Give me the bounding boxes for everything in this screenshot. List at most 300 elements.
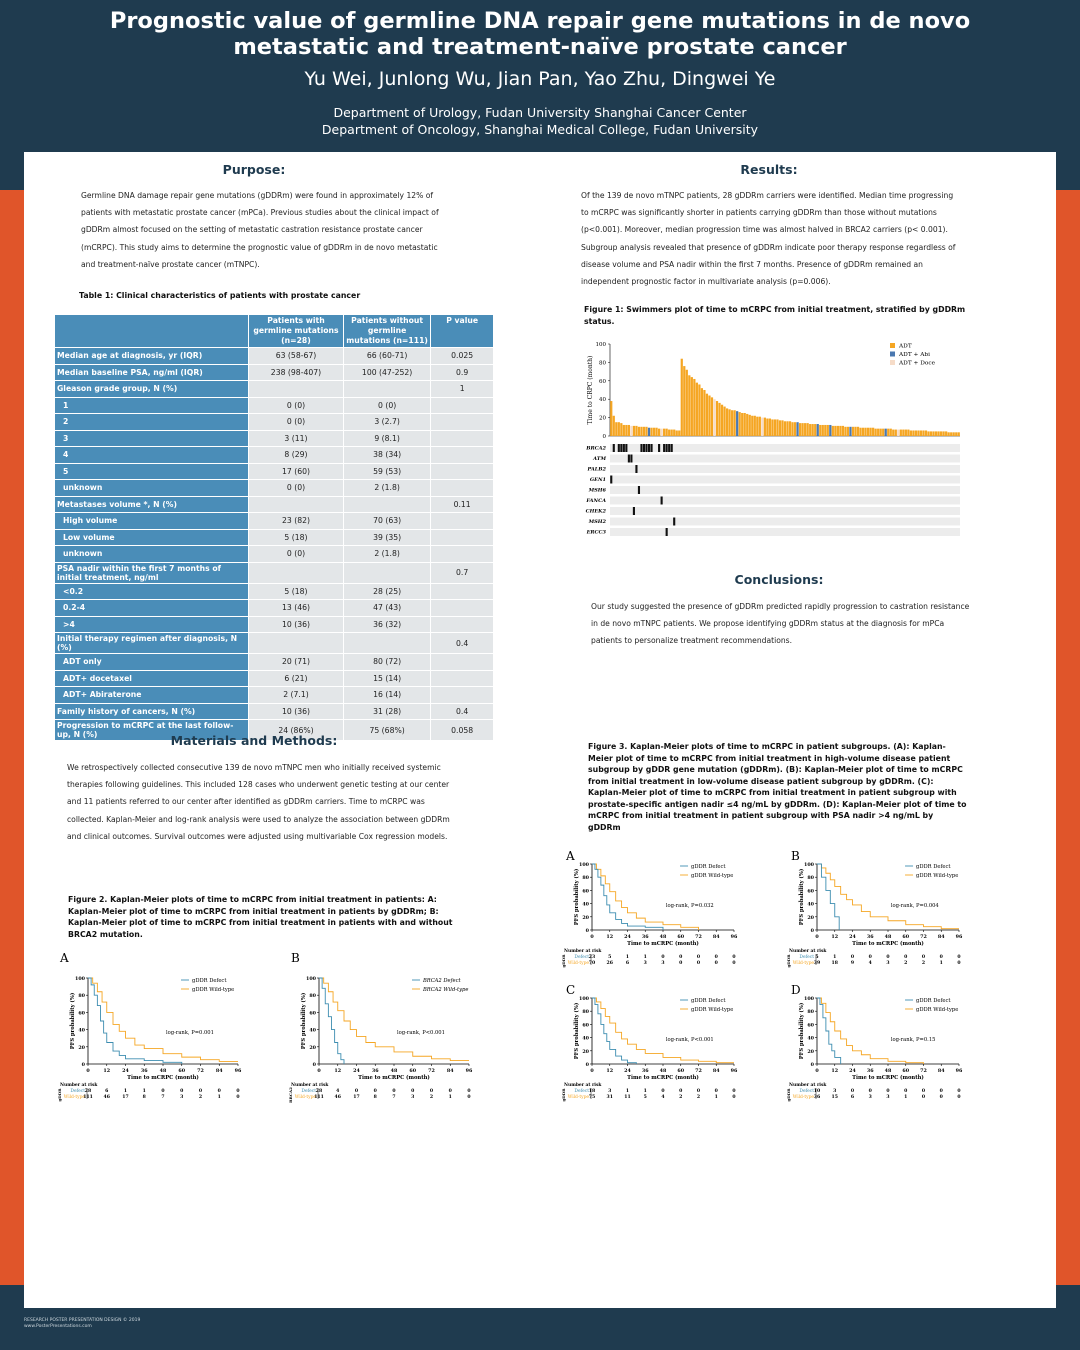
swimmer-bar <box>905 430 907 436</box>
y-tick-label: 100 <box>578 862 589 868</box>
methods-heading: Materials and Methods: <box>170 733 338 748</box>
table1-cell <box>431 430 494 447</box>
table1-row-label: 0.2-4 <box>55 600 249 617</box>
swimmer-bar <box>711 397 713 436</box>
table1-row-label: 5 <box>55 463 249 480</box>
y-tick-label: 80 <box>599 360 606 367</box>
mutation-mark <box>671 444 673 452</box>
table1-row <box>55 633 494 654</box>
swimmer-bar <box>834 426 836 436</box>
risk-wildtype-count: 31 <box>606 1095 613 1100</box>
y-tick-label: 0 <box>81 1062 85 1068</box>
gene-label: ATM <box>593 456 606 462</box>
gene-track <box>610 507 960 515</box>
swimmer-bar <box>615 422 617 436</box>
table1-cell <box>431 414 494 431</box>
gene-track <box>610 465 960 473</box>
x-tick-label: 0 <box>317 1068 321 1074</box>
mutation-mark <box>610 476 612 484</box>
y-tick-label: 40 <box>78 1027 85 1034</box>
table1-cell: 6 (21) <box>249 670 344 687</box>
table1-cell: 17 (60) <box>249 463 344 480</box>
table1-cell: 10 (36) <box>249 703 344 720</box>
mutation-mark <box>663 444 665 452</box>
table1-cell: 0.7 <box>431 562 494 583</box>
x-tick-label: 36 <box>641 1068 649 1074</box>
swimmer-bar <box>655 428 657 436</box>
swimmer-bar <box>691 377 693 436</box>
risk-wildtype-count: 75 <box>588 1095 596 1100</box>
x-axis-label: Time to mCRPC (month) <box>627 1075 699 1081</box>
risk-defect-count: 0 <box>868 1089 872 1094</box>
x-tick-label: 24 <box>122 1068 129 1074</box>
risk-defect-count: 5 <box>608 955 612 960</box>
y-tick-label: 80 <box>582 875 589 882</box>
y-tick-label: 80 <box>807 875 814 882</box>
gene-track <box>610 476 960 484</box>
defect-curve <box>592 864 663 930</box>
x-tick-label: 84 <box>937 934 945 940</box>
table1-cell <box>431 513 494 530</box>
table1-row <box>55 529 494 546</box>
x-tick-label: 12 <box>606 1068 614 1074</box>
conclusions-heading: Conclusions: <box>734 572 824 587</box>
table1-row-label: Median age at diagnosis, yr (IQR) <box>55 348 249 365</box>
risk-defect-count: 0 <box>714 955 718 960</box>
risk-wildtype-count: 17 <box>122 1095 129 1100</box>
legend-swatch <box>890 360 895 365</box>
risk-wildtype-count: 1 <box>217 1095 221 1100</box>
risk-table-title: Number at risk <box>60 1083 98 1088</box>
swimmer-bar <box>673 430 675 436</box>
mutation-mark <box>650 444 652 452</box>
table1-row <box>55 463 494 480</box>
legend-swatch <box>890 343 895 348</box>
table1-cell <box>431 447 494 464</box>
y-tick-label: 20 <box>582 1048 589 1055</box>
x-tick-label: 48 <box>659 1068 667 1074</box>
legend-label: ADT <box>899 343 912 350</box>
table1-cell: 23 (82) <box>249 513 344 530</box>
swimmer-bar <box>771 419 773 436</box>
legend-defect-label: gDDR Defect <box>916 864 951 870</box>
risk-wildtype-count: 15 <box>831 1095 838 1100</box>
x-tick-label: 72 <box>920 934 927 940</box>
swimmer-bar <box>645 427 647 436</box>
table1-row-label: Median baseline PSA, ng/ml (IQR) <box>55 364 249 381</box>
mutation-mark <box>673 518 675 526</box>
table1-row-label: Progression to mCRPC at the last follow-up, N (%) <box>55 720 249 741</box>
risk-wildtype-count: 6 <box>850 1095 855 1100</box>
risk-defect-count: 1 <box>643 955 647 960</box>
swimmer-bar <box>925 430 927 436</box>
swimmer-bar <box>774 419 776 436</box>
risk-defect-count: 23 <box>588 955 596 960</box>
risk-wildtype-count: 0 <box>957 961 961 966</box>
swimmer-bar <box>618 422 620 436</box>
risk-wildtype-count: 1 <box>448 1095 452 1100</box>
swimmer-bar <box>764 418 766 436</box>
figure2a-km-plot <box>58 950 280 1110</box>
legend-defect-label: gDDR Defect <box>192 978 227 984</box>
swimmer-bar <box>887 429 889 436</box>
risk-defect-count: 1 <box>833 955 837 960</box>
y-tick-label: 60 <box>582 888 589 895</box>
table1-row <box>55 513 494 530</box>
table1-cell: 0.4 <box>431 703 494 720</box>
y-axis-label: PFS probability (%) <box>301 992 307 1050</box>
swimmer-bar <box>955 432 957 436</box>
swimmer-bar <box>902 430 904 436</box>
x-tick-label: 72 <box>695 934 702 940</box>
swimmer-bar <box>867 428 869 436</box>
y-tick-label: 40 <box>582 901 589 908</box>
swimmer-bar <box>812 424 814 436</box>
table1-cell: 31 (28) <box>343 703 430 720</box>
mutation-mark <box>618 444 620 452</box>
table1-header-cell: P value <box>431 315 494 348</box>
risk-defect-count: 1 <box>123 1089 128 1094</box>
risk-defect-count: 0 <box>679 955 683 960</box>
mutation-mark <box>623 444 625 452</box>
risk-table-title: Number at risk <box>789 949 827 954</box>
risk-defect-count: 10 <box>813 1089 821 1094</box>
table1-cell: 8 (29) <box>249 447 344 464</box>
y-axis-label: PFS probability (%) <box>70 992 76 1050</box>
risk-defect-count: 0 <box>714 1089 718 1094</box>
swimmer-bar <box>736 411 738 436</box>
table1-row <box>55 430 494 447</box>
swimmer-bar <box>892 430 894 436</box>
x-tick-label: 36 <box>140 1068 148 1074</box>
y-tick-label: 20 <box>599 415 606 422</box>
swimmer-bar <box>791 422 793 436</box>
defect-curve <box>592 998 636 1064</box>
risk-defect-count: 0 <box>161 1089 165 1094</box>
swimmer-bar <box>900 430 902 436</box>
table1-cell: 0 (0) <box>249 546 344 563</box>
table1-cell <box>431 397 494 414</box>
swimmer-bar <box>726 408 728 436</box>
table1-cell: 2 (1.8) <box>343 546 430 563</box>
swimmer-bar <box>920 430 922 436</box>
y-tick-label: 0 <box>312 1062 316 1068</box>
poster-body <box>24 152 1056 1308</box>
legend-defect-label: BRCA2 Defect <box>423 978 461 984</box>
swimmer-bar <box>907 430 909 436</box>
risk-wildtype-count: 7 <box>161 1095 165 1100</box>
table1-cell: 0 (0) <box>249 397 344 414</box>
table1-cell <box>431 583 494 600</box>
risk-wildtype-count: 3 <box>643 961 647 966</box>
swimmer-bar <box>681 359 683 436</box>
panel-label: C <box>566 983 576 997</box>
table1-row <box>55 670 494 687</box>
panel-label: B <box>291 951 300 965</box>
x-tick-label: 96 <box>730 934 738 940</box>
table1-cell: 39 (35) <box>343 529 430 546</box>
mutation-mark <box>633 507 635 515</box>
table1-cell: 2 (7.1) <box>249 687 344 704</box>
table1-cell: 0.9 <box>431 364 494 381</box>
swimmer-bar <box>945 431 947 436</box>
swimmer-bar <box>666 429 668 436</box>
y-tick-label: 0 <box>602 434 606 440</box>
x-axis-label: Time to mCRPC (month) <box>358 1075 430 1081</box>
swimmer-bar <box>721 405 723 436</box>
x-tick-label: 48 <box>159 1068 167 1074</box>
risk-wildtype-count: 46 <box>334 1095 341 1100</box>
swimmer-bar <box>643 427 645 436</box>
table1-row <box>55 687 494 704</box>
risk-wildtype-count: 111 <box>314 1095 324 1100</box>
risk-wildtype-count: 2 <box>679 1095 683 1100</box>
y-tick-label: 0 <box>810 1062 814 1068</box>
y-tick-label: 80 <box>582 1009 589 1016</box>
risk-wildtype-count: 1 <box>904 1095 908 1100</box>
y-tick-label: 0 <box>585 928 589 934</box>
y-tick-label: 0 <box>585 1062 589 1068</box>
y-tick-label: 20 <box>807 914 814 921</box>
table1-row-label: High volume <box>55 513 249 530</box>
risk-defect-count: 0 <box>732 1089 736 1094</box>
swimmer-bar <box>779 420 781 436</box>
x-tick-label: 0 <box>815 1068 819 1074</box>
risk-wildtype-label: Wild-type <box>567 961 589 966</box>
x-tick-label: 96 <box>955 1068 963 1074</box>
risk-wildtype-count: 8 <box>373 1095 377 1100</box>
left-accent-band <box>0 190 24 1285</box>
table1-row-label: unknown <box>55 546 249 563</box>
y-tick-label: 0 <box>810 928 814 934</box>
conclusions-text: Our study suggested the presence of gDDRm predicted rapidly progression to castration resistance in de novo mTNPC patients. We propose identifying gDDRm status at the diagnosis for mPCa patients to personalize treatment recommendations. <box>591 602 970 646</box>
swimmer-bar <box>885 429 887 436</box>
x-axis-label: Time to mCRPC (month) <box>852 941 924 947</box>
risk-wildtype-count: 26 <box>606 961 613 966</box>
risk-wildtype-label: Wild-type <box>792 961 814 966</box>
mutation-mark <box>658 444 660 452</box>
table1-cell <box>249 633 344 654</box>
table1-row-label: >4 <box>55 616 249 633</box>
y-tick-label: 40 <box>309 1027 316 1034</box>
mutation-mark <box>666 528 668 536</box>
table1-cell: 5 (18) <box>249 529 344 546</box>
risk-group-label: BRCA2 <box>288 1087 293 1103</box>
x-tick-label: 48 <box>659 934 667 940</box>
swimmer-bar <box>741 413 743 436</box>
x-tick-label: 96 <box>465 1068 473 1074</box>
swimmer-bar <box>910 430 912 436</box>
mutation-mark <box>666 444 668 452</box>
risk-defect-count: 1 <box>625 1089 630 1094</box>
defect-curve <box>319 978 344 1064</box>
risk-wildtype-count: 7 <box>392 1095 396 1100</box>
risk-defect-count: 0 <box>921 1089 926 1094</box>
risk-defect-count: 0 <box>679 1089 683 1094</box>
panel-label: D <box>791 983 801 997</box>
table1-cell <box>431 480 494 497</box>
swimmer-bar <box>746 414 748 436</box>
x-tick-label: 0 <box>86 1068 90 1074</box>
y-axis-label: PFS probability (%) <box>799 868 805 926</box>
y-tick-label: 60 <box>807 1022 814 1029</box>
swimmer-bar <box>650 428 652 436</box>
risk-defect-count: 0 <box>661 1089 665 1094</box>
logrank-annotation: log-rank, P=0.004 <box>890 902 939 909</box>
risk-table-title: Number at risk <box>564 1083 602 1088</box>
purpose-text: Germline DNA damage repair gene mutations (gDDRm) were found in approximately 12% of patients with metastatic prostate cancer (mPCa). Previous studies about the clinical impact of gDDRm almost focused on the setting of metastatic castration resistance prostate cancer (mCRPC). This study aims to determine the prognostic value of gDDRm in de novo metastatic and treatment-naïve prostate cancer (mTNPC). <box>81 191 439 269</box>
swimmer-bar <box>754 416 756 436</box>
y-tick-label: 20 <box>582 914 589 921</box>
x-tick-label: 12 <box>606 934 614 940</box>
table1-row <box>55 496 494 513</box>
swimmer-bar <box>734 410 736 436</box>
table1-cell: 24 (86%) <box>249 720 344 741</box>
swimmer-bar <box>648 428 650 436</box>
legend-wildtype-label: gDDR Wild-type <box>192 987 235 993</box>
swimmer-bar <box>769 419 771 436</box>
swimmer-bar <box>927 431 929 436</box>
risk-wildtype-label: Wild-type <box>63 1095 85 1100</box>
swimmer-bar <box>653 428 655 436</box>
swimmer-bar <box>832 426 834 436</box>
swimmer-bar <box>658 429 660 436</box>
swimmer-bar <box>723 407 725 436</box>
risk-wildtype-count: 3 <box>411 1095 415 1100</box>
swimmer-bar <box>847 427 849 436</box>
x-tick-label: 84 <box>215 1068 223 1074</box>
risk-defect-count: 18 <box>588 1089 596 1094</box>
table1-row <box>55 703 494 720</box>
risk-defect-count: 0 <box>696 1089 701 1094</box>
table1-cell <box>431 529 494 546</box>
table1-cell: 9 (8.1) <box>343 430 430 447</box>
risk-defect-count: 0 <box>957 1089 961 1094</box>
x-axis-label: Time to mCRPC (month) <box>127 1075 199 1081</box>
logrank-annotation: log-rank, P=0.15 <box>890 1036 936 1043</box>
swimmer-bar <box>686 370 688 436</box>
y-tick-label: 40 <box>599 397 606 404</box>
x-tick-label: 12 <box>103 1068 111 1074</box>
y-axis-label: PFS probability (%) <box>574 868 580 926</box>
risk-group-label: gDDR <box>786 954 791 968</box>
table1-cell <box>431 670 494 687</box>
swimmer-bar <box>708 396 710 436</box>
swimmer-bar <box>829 425 831 436</box>
mutation-mark <box>640 444 642 452</box>
x-tick-label: 48 <box>884 1068 892 1074</box>
risk-defect-count: 0 <box>429 1089 434 1094</box>
risk-defect-label: Defect <box>574 955 589 960</box>
table1-cell: 75 (68%) <box>343 720 430 741</box>
risk-wildtype-count: 2 <box>198 1095 203 1100</box>
swimmer-bar <box>837 426 839 436</box>
swimmer-bar <box>854 427 856 436</box>
results-heading: Results: <box>740 162 798 177</box>
gene-track <box>610 455 960 463</box>
mutation-mark <box>643 444 645 452</box>
footer-line1: RESEARCH POSTER PRESENTATION DESIGN © 2019 <box>24 1318 141 1323</box>
swimmer-bar <box>635 426 637 436</box>
mutation-mark <box>668 444 670 452</box>
defect-curve <box>817 864 839 930</box>
table1-row-label: 2 <box>55 414 249 431</box>
swimmer-bar <box>953 432 955 436</box>
x-tick-label: 48 <box>390 1068 398 1074</box>
swimmer-bar <box>958 432 960 436</box>
legend-wildtype-label: gDDR Wild-type <box>916 1007 959 1013</box>
table1-cell: 10 (36) <box>249 616 344 633</box>
table1-cell: 59 (53) <box>343 463 430 480</box>
swimmer-bar <box>610 401 612 436</box>
y-tick-label: 80 <box>78 993 85 1000</box>
table1-row <box>55 600 494 617</box>
swimmer-bar <box>739 412 741 436</box>
mutation-mark <box>630 455 632 463</box>
table1-row-label: Family history of cancers, N (%) <box>55 703 249 720</box>
y-tick-label: 20 <box>309 1044 316 1051</box>
swimmer-bar <box>864 428 866 436</box>
risk-defect-count: 28 <box>84 1089 92 1094</box>
table1-cell: 0 (0) <box>343 397 430 414</box>
x-tick-label: 36 <box>371 1068 379 1074</box>
risk-wildtype-count: 0 <box>732 1095 736 1100</box>
swimmer-bar <box>814 424 816 436</box>
table1-cell <box>431 654 494 671</box>
panel-label: B <box>791 849 800 863</box>
swimmer-bar <box>756 417 758 436</box>
risk-defect-count: 3 <box>608 1089 612 1094</box>
swimmer-bar <box>943 431 945 436</box>
wildtype-curve <box>817 998 924 1064</box>
table1-cell <box>343 562 430 583</box>
swimmer-bar <box>819 425 821 436</box>
swimmer-bar <box>749 415 751 436</box>
footer-url: www.PosterPresentations.com <box>24 1324 92 1329</box>
figure1-swimmers-plot <box>584 336 966 541</box>
x-tick-label: 24 <box>849 1068 856 1074</box>
risk-group-label: gDDR <box>561 954 566 968</box>
logrank-annotation: log-rank, P<0.001 <box>665 1036 714 1043</box>
table1-row <box>55 397 494 414</box>
swimmer-bar <box>950 432 952 436</box>
table1-row-label: ADT+ Abiraterone <box>55 687 249 704</box>
figure1-caption: Figure 1: Swimmers plot of time to mCRPC from initial treatment, stratified by gDDRm status. <box>584 305 966 326</box>
risk-wildtype-count: 0 <box>467 1095 471 1100</box>
swimmer-bar <box>613 416 615 436</box>
risk-defect-label: Defect <box>70 1089 85 1094</box>
risk-wildtype-count: 0 <box>957 1095 961 1100</box>
table1-cell: 16 (14) <box>343 687 430 704</box>
risk-table-title: Number at risk <box>564 949 602 954</box>
risk-wildtype-count: 2 <box>921 961 926 966</box>
risk-wildtype-count: 70 <box>588 961 596 966</box>
table1-row-label: 3 <box>55 430 249 447</box>
mutation-mark <box>648 444 650 452</box>
risk-defect-count: 0 <box>904 955 908 960</box>
risk-wildtype-count: 36 <box>813 1095 821 1100</box>
x-tick-label: 12 <box>831 1068 839 1074</box>
x-tick-label: 0 <box>590 934 594 940</box>
swimmer-bar <box>620 423 622 436</box>
legend-defect-label: gDDR Defect <box>691 864 726 870</box>
swimmer-bar <box>703 390 705 436</box>
gene-track <box>610 486 960 494</box>
risk-wildtype-count: 1 <box>714 1095 718 1100</box>
x-tick-label: 36 <box>641 934 649 940</box>
table1-cell: 0.4 <box>431 633 494 654</box>
swimmer-bar <box>870 428 872 436</box>
